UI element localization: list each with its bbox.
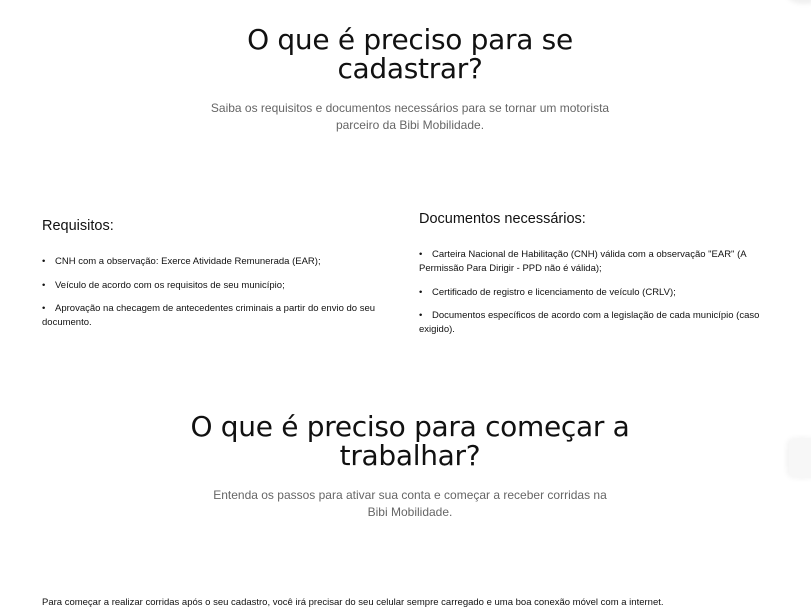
- list-item-text: Aprovação na checagem de antecedentes criminais a partir do envio do seu documento.: [42, 303, 376, 328]
- list-item-text: CNH com a observação: Exerce Atividade Remunerada (EAR);: [55, 256, 321, 267]
- list-item-text: Veículo de acordo com os requisitos de seu município;: [55, 280, 285, 291]
- list-item: [42, 255, 402, 269]
- list-item-text: Certificado de registro e licenciamento de veículo (CRLV);: [432, 287, 676, 298]
- list-item-text: Carteira Nacional de Habilitação (CNH) válida com a observação "EAR" (A Permissão Para Dirigir - PPD não é válida);: [419, 249, 747, 274]
- list-item: [42, 279, 402, 293]
- documentos-heading: Documentos necessários:: [419, 211, 586, 227]
- side-widget-tab[interactable]: [789, 438, 811, 478]
- list-item: [419, 286, 779, 300]
- list-item: [419, 309, 779, 337]
- bullet-icon: •: [419, 249, 423, 260]
- bullet-icon: •: [419, 287, 423, 298]
- bullet-icon: •: [419, 310, 423, 321]
- bottom-paragraph: Para começar a realizar corridas após o seu cadastro, você irá precisar do seu celular sempre carregado e uma boa conexão móvel com a internet.: [42, 597, 664, 607]
- section-trabalhar-subtitle: Entenda os passos para ativar sua conta e começar a receber corridas na Bibi Mobilidade.: [213, 488, 607, 519]
- bullet-icon: •: [42, 280, 46, 291]
- list-item: [419, 248, 779, 276]
- section-trabalhar-title: O que é preciso para começar a trabalhar?: [190, 410, 630, 472]
- list-item-text: Documentos específicos de acordo com a legislação de cada município (caso exigido).: [419, 310, 760, 335]
- section-cadastro-subtitle: Saiba os requisitos e documentos necessários para se tornar um motorista parceiro da Bibi Mobilidade.: [210, 101, 610, 132]
- requisitos-heading: Requisitos:: [42, 218, 114, 234]
- section-cadastro-title: O que é preciso para se cadastrar?: [247, 23, 573, 85]
- floating-widget-shadow: [787, 0, 811, 4]
- bullet-icon: •: [42, 256, 46, 267]
- bullet-icon: •: [42, 303, 46, 314]
- list-item: [42, 302, 402, 330]
